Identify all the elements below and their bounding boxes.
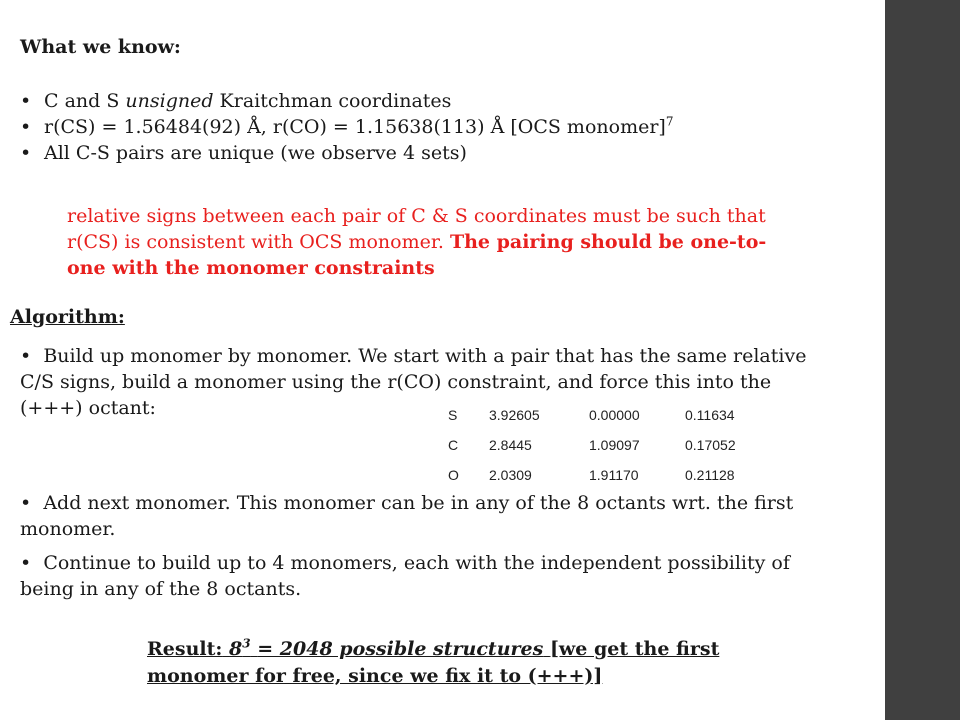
algorithm-step-2 [20, 490, 830, 542]
table-row [448, 460, 736, 490]
bullet-icon: • [20, 345, 32, 367]
result-exponent: 3 [242, 636, 251, 651]
conclusion-red-bold-text: The pairing should be one-to-one with the monomer constraints [67, 231, 767, 279]
known-bullet-3 [16, 140, 673, 166]
result [147, 636, 767, 690]
known-bullets [16, 88, 673, 166]
table-cell: 1.09097 [589, 437, 640, 453]
table-cell: 0.00000 [589, 407, 640, 423]
result-equation [229, 638, 543, 660]
result-label: Result: [147, 638, 223, 660]
table-cell: C [448, 437, 459, 453]
table-row [448, 400, 736, 430]
known-bullet-1-em: unsigned [125, 90, 214, 112]
known-bullet-1 [16, 88, 673, 114]
bullet-icon: • [20, 552, 32, 574]
result-note: [we get the first monomer for free, since we fix it to (+++)] [147, 638, 720, 687]
algorithm-step-1-text: Build up monomer by monomer. We start with a pair that has the same relative C/S signs, build a monomer using the r(CO) constraint, and force this into the (+++) octant: [20, 345, 807, 419]
known-bullet-1-pre: C and S [44, 90, 126, 112]
table-cell: 0.17052 [685, 437, 736, 453]
known-bullet-3-text: All C-S pairs are unique (we observe 4 sets) [44, 142, 467, 164]
table-cell: 2.8445 [489, 437, 532, 453]
side-bar [885, 0, 960, 720]
table-cell: O [448, 467, 459, 483]
known-bullet-2-text: r(CS) = 1.56484(92) Å, r(CO) = 1.15638(113) Å [OCS monomer] [44, 116, 666, 138]
conclusion-red-text: relative signs between each pair of C & S coordinates must be such that r(CS) is consistent with OCS monomer. [67, 205, 766, 253]
table-cell: S [448, 407, 458, 423]
algorithm-heading: Algorithm: [10, 306, 125, 328]
algorithm-step-3-text: Continue to build up to 4 monomers, each with the independent possibility of being in any of the 8 octants. [20, 552, 790, 600]
table-cell: 3.92605 [489, 407, 540, 423]
algorithm-step-2-text: Add next monomer. This monomer can be in any of the 8 octants wrt. the first monomer. [20, 492, 794, 540]
result-base: 8 [229, 638, 243, 660]
table-cell: 0.21128 [685, 467, 735, 483]
known-heading: What we know: [20, 36, 181, 58]
table-row [448, 430, 736, 460]
coordinate-table [448, 400, 736, 490]
bullet-icon: • [20, 492, 32, 514]
algorithm-step-3 [20, 550, 820, 602]
table-cell: 1.91170 [589, 467, 639, 483]
table-cell: 0.11634 [685, 407, 735, 423]
known-bullet-2-sup: 7 [665, 114, 674, 129]
known-bullet-2 [16, 114, 673, 140]
table-cell: 2.0309 [489, 467, 532, 483]
known-conclusion [67, 203, 797, 281]
known-bullet-1-post: Kraitchman coordinates [213, 90, 452, 112]
result-equation-rest: = 2048 possible structures [257, 638, 544, 660]
